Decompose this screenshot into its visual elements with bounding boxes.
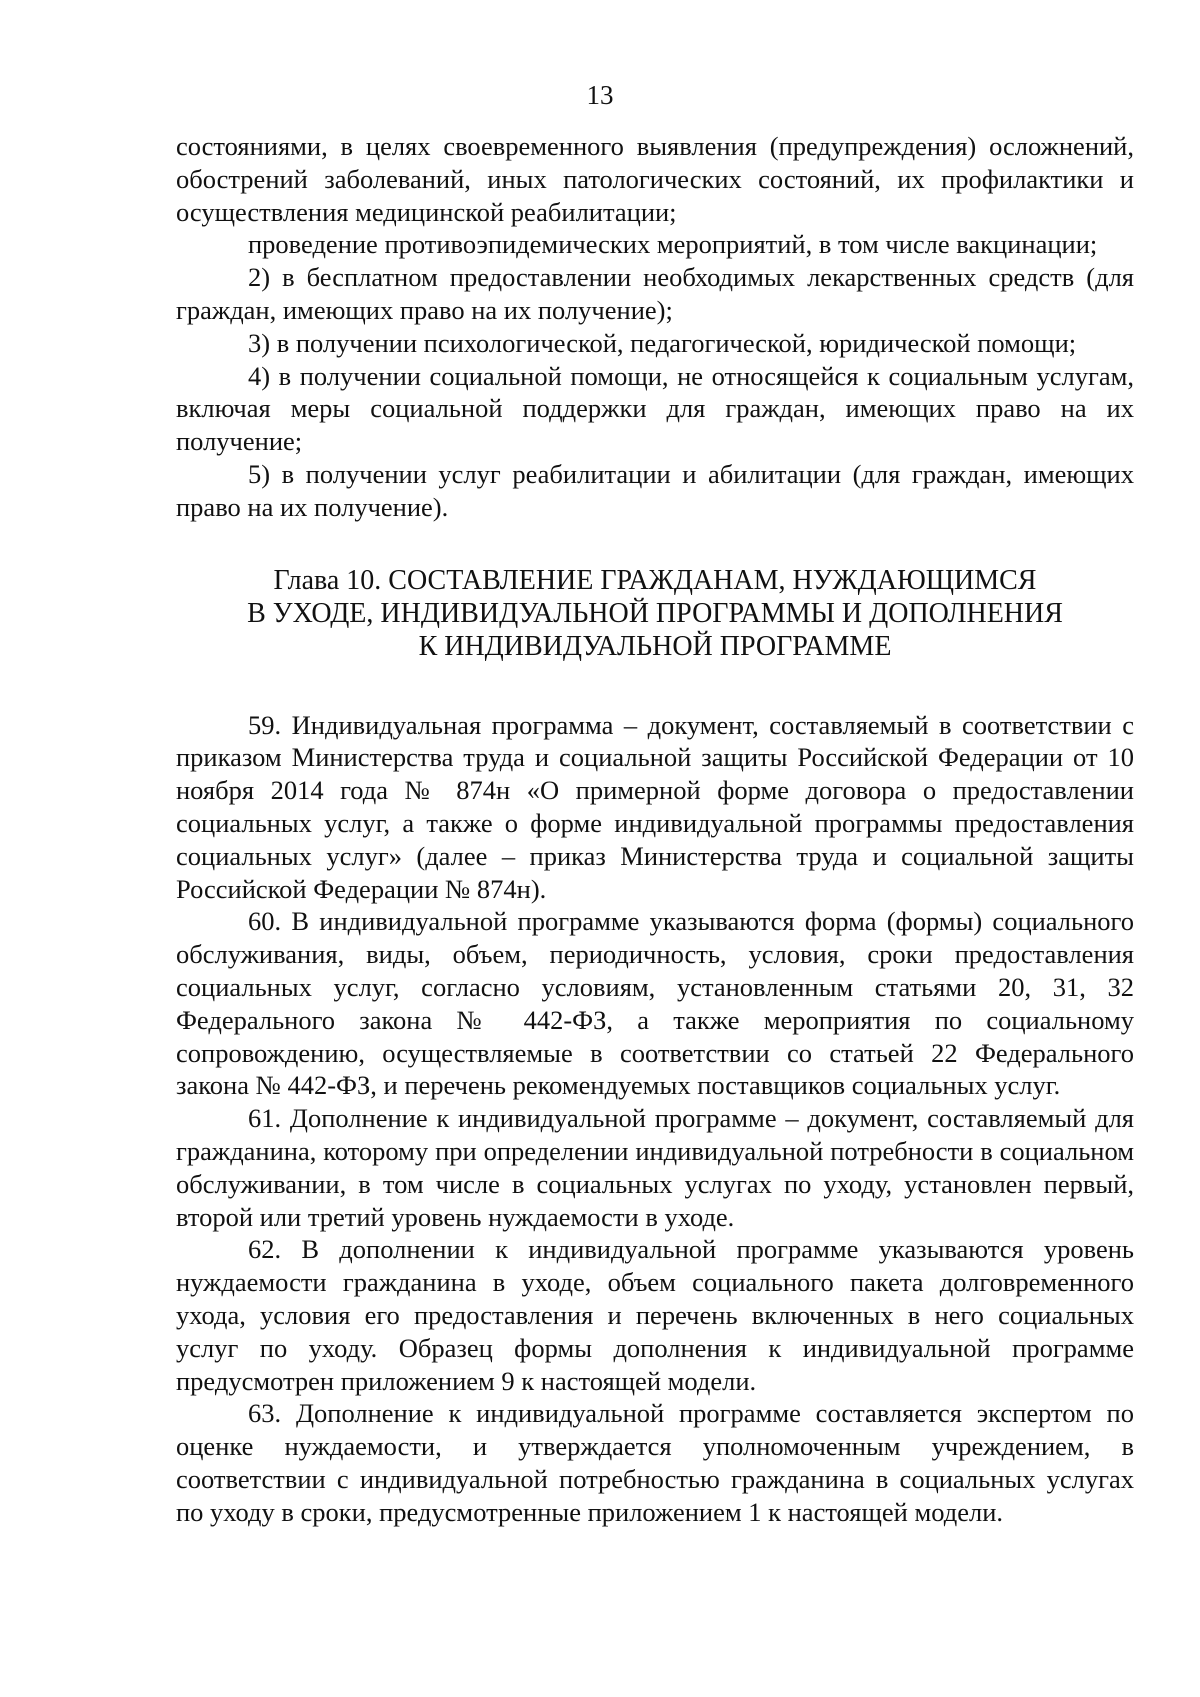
paragraph-antiepidemic: проведение противоэпидемических мероприятий, в том числе вакцинации;: [248, 229, 1098, 260]
chapter-heading-line: Глава 10. СОСТАВЛЕНИЕ ГРАЖДАНАМ, НУЖДАЮЩИМСЯ: [273, 564, 1037, 596]
page-number: 13: [586, 80, 614, 110]
chapter-heading-line: В УХОДЕ, ИНДИВИДУАЛЬНОЙ ПРОГРАММЫ И ДОПОЛНЕНИЯ: [247, 597, 1063, 629]
paragraph-item-4: 4) в получении социальной помощи, не относящейся к социальным услугам, включая меры социальной поддержки для граждан, имеющих право на их получение;: [176, 360, 1134, 457]
chapter-heading-line: К ИНДИВИДУАЛЬНОЙ ПРОГРАММЕ: [418, 630, 892, 662]
paragraph-continuation: состояниями, в целях своевременного выявления (предупреждения) осложнений, обострений заболеваний, иных патологических состояний, их профилактики и осуществления медицинской реабилитации;: [176, 131, 1134, 227]
paragraph-item-3: 3) в получении психологической, педагогической, юридической помощи;: [248, 327, 1077, 358]
paragraph-60: 60. В индивидуальной программе указываются форма (формы) социального обслуживания, виды, объем, периодичность, условия, сроки предоставления социальных услуг, согласно условиям, установленным статьями 20, 31, 32 Федерального закона № 442-ФЗ, а также мероприятия по социальному сопровождению, осуществляемые в соответствии со статьей 22 Федерального закона № 442-ФЗ, и перечень рекомендуемых поставщиков социальных услуг.: [176, 906, 1134, 1101]
chapter-heading: [176, 564, 1134, 663]
paragraph-61: 61. Дополнение к индивидуальной программе – документ, составляемый для гражданина, которому при определении индивидуальной потребности в социальном обслуживании, в том числе в социальных услугах по уходу, установлен первый, второй или третий уровень нуждаемости в уходе.: [176, 1103, 1134, 1232]
paragraph-59: 59. Индивидуальная программа – документ, составляемый в соответствии с приказом Министерства труда и социальной защиты Российской Федерации от 10 ноября 2014 года № 874н «О примерной форме договора о предоставлении социальных услуг, а также о форме индивидуальной программы предоставления социальных услуг» (далее – приказ Министерства труда и социальной защиты Российской Федерации № 874н).: [176, 709, 1134, 904]
paragraph-62: 62. В дополнении к индивидуальной программе указываются уровень нуждаемости гражданина в уходе, объем социального пакета долговременного ухода, условия его предоставления и перечень включенных в него социальных услуг по уходу. Образец формы дополнения к индивидуальной программе предусмотрен приложением 9 к настоящей модели.: [176, 1234, 1134, 1396]
paragraph-63: 63. Дополнение к индивидуальной программе составляется экспертом по оценке нуждаемости, и утверждается уполномоченным учреждением, в соответствии с индивидуальной потребностью гражданина в социальных услугах по уходу в сроки, предусмотренные приложением 1 к настоящей модели.: [176, 1398, 1134, 1527]
paragraph-item-5: 5) в получении услуг реабилитации и абилитации (для граждан, имеющих право на их получение).: [176, 458, 1134, 522]
document-body: [176, 130, 1134, 1528]
paragraph-item-2: 2) в бесплатном предоставлении необходимых лекарственных средств (для граждан, имеющих право на их получение);: [176, 262, 1134, 325]
